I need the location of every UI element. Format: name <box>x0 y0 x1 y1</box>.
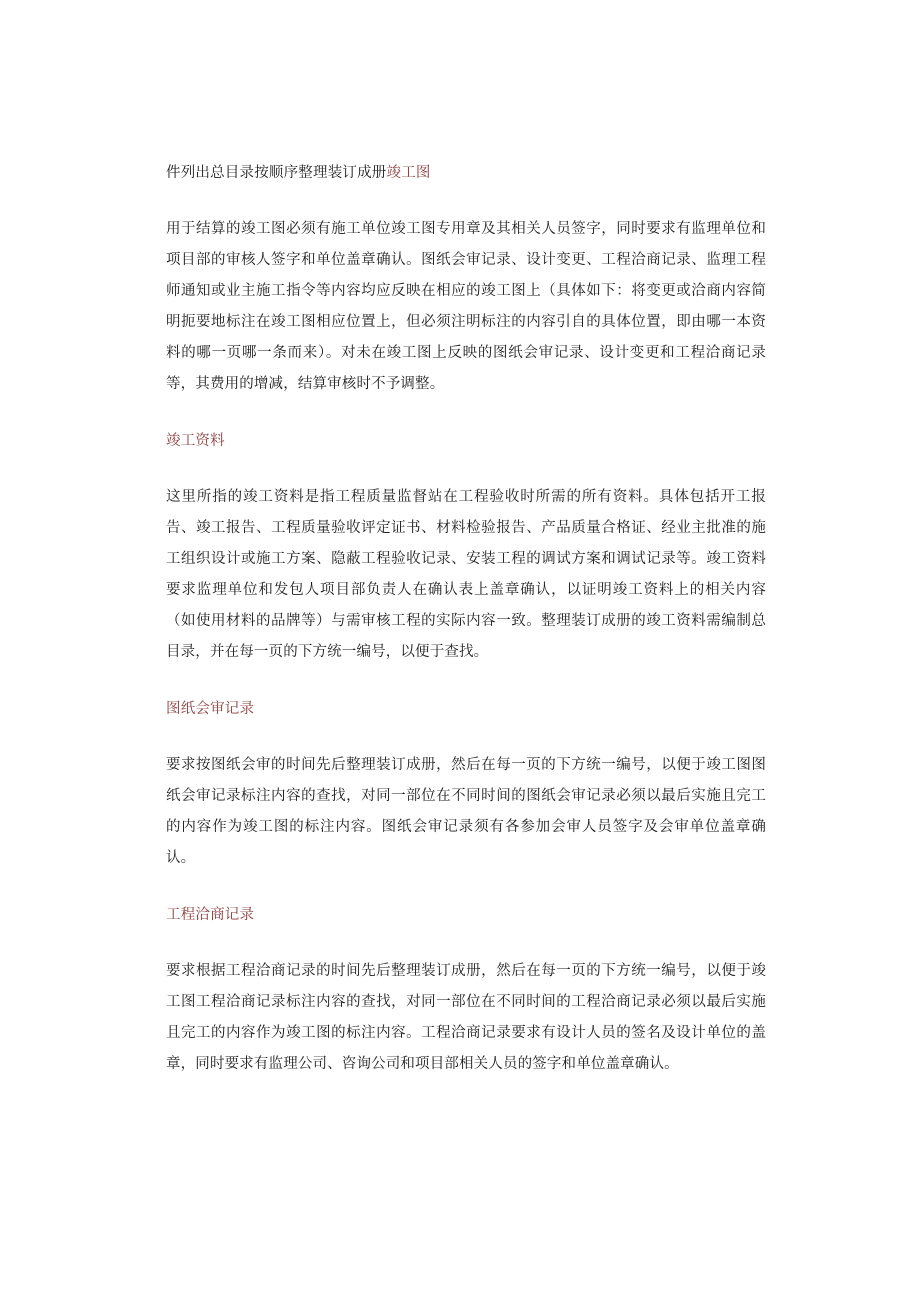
spacer <box>166 720 766 750</box>
paragraph-as-built-drawings: 用于结算的竣工图必须有施工单位竣工图专用章及其相关人员签字，同时要求有监理单位和项目部的审核人签字和单位盖章确认。图纸会审记录、设计变更、工程洽商记录、监理工程师通知或业主施工指令等内容均应反映在相应的竣工图上（具体如下：将变更或洽商内容简明扼要地标注在竣工图相应位置上，但必须注明标注的内容引自的具体位置，即由哪一本资料的哪一页哪一条而来）。对未在竣工图上反映的图纸会审记录、设计变更和工程洽商记录等，其费用的增减，结算审核时不予调整。 <box>166 221 766 392</box>
spacer <box>166 452 766 482</box>
spacer <box>166 668 766 698</box>
spacer <box>166 184 766 214</box>
spacer <box>166 400 766 430</box>
document-page <box>166 162 766 1080</box>
heading-drawing-review-records: 图纸会审记录 <box>166 701 255 717</box>
spacer <box>166 874 766 904</box>
paragraph-completion-documents: 这里所指的竣工资料是指工程质量监督站在工程验收时所需的所有资料。具体包括开工报告、竣工报告、工程质量验收评定证书、材料检验报告、产品质量合格证、经业主批准的施工组织设计或施工方案、隐蔽工程验收记录、安装工程的调试方案和调试记录等。竣工资料要求监理单位和发包人项目部负责人在确认表上盖章确认，以证明竣工资料上的相关内容（如使用材料的品牌等）与需审核工程的实际内容一致。整理装订成册的竣工资料需编制总目录，并在每一页的下方统一编号，以便于查找。 <box>166 489 766 660</box>
spacer <box>166 926 766 956</box>
paragraph-engineering-negotiation-records: 要求根据工程洽商记录的时间先后整理装订成册，然后在每一页的下方统一编号，以便于竣工图工程洽商记录标注内容的查找，对同一部位在不同时间的工程洽商记录必须以最后实施且完工的内容作为竣工图的标注内容。工程洽商记录要求有设计人员的签名及设计单位的盖章，同时要求有监理公司、咨询公司和项目部相关人员的签字和单位盖章确认。 <box>166 963 766 1072</box>
heading-completion-documents: 竣工资料 <box>166 433 225 449</box>
heading-engineering-negotiation-records: 工程洽商记录 <box>166 907 255 923</box>
paragraph-drawing-review-records: 要求按图纸会审的时间先后整理装订成册，然后在每一页的下方统一编号，以便于竣工图图纸会审记录标注内容的查找，对同一部位在不同时间的图纸会审记录必须以最后实施且完工的内容作为竣工图的标注内容。图纸会审记录须有各参加会审人员签字及会审单位盖章确认。 <box>166 757 766 866</box>
intro-text: 件列出总目录按顺序整理装订成册 <box>166 165 387 181</box>
heading-as-built-drawings: 竣工图 <box>386 165 431 181</box>
intro-line <box>166 162 766 184</box>
